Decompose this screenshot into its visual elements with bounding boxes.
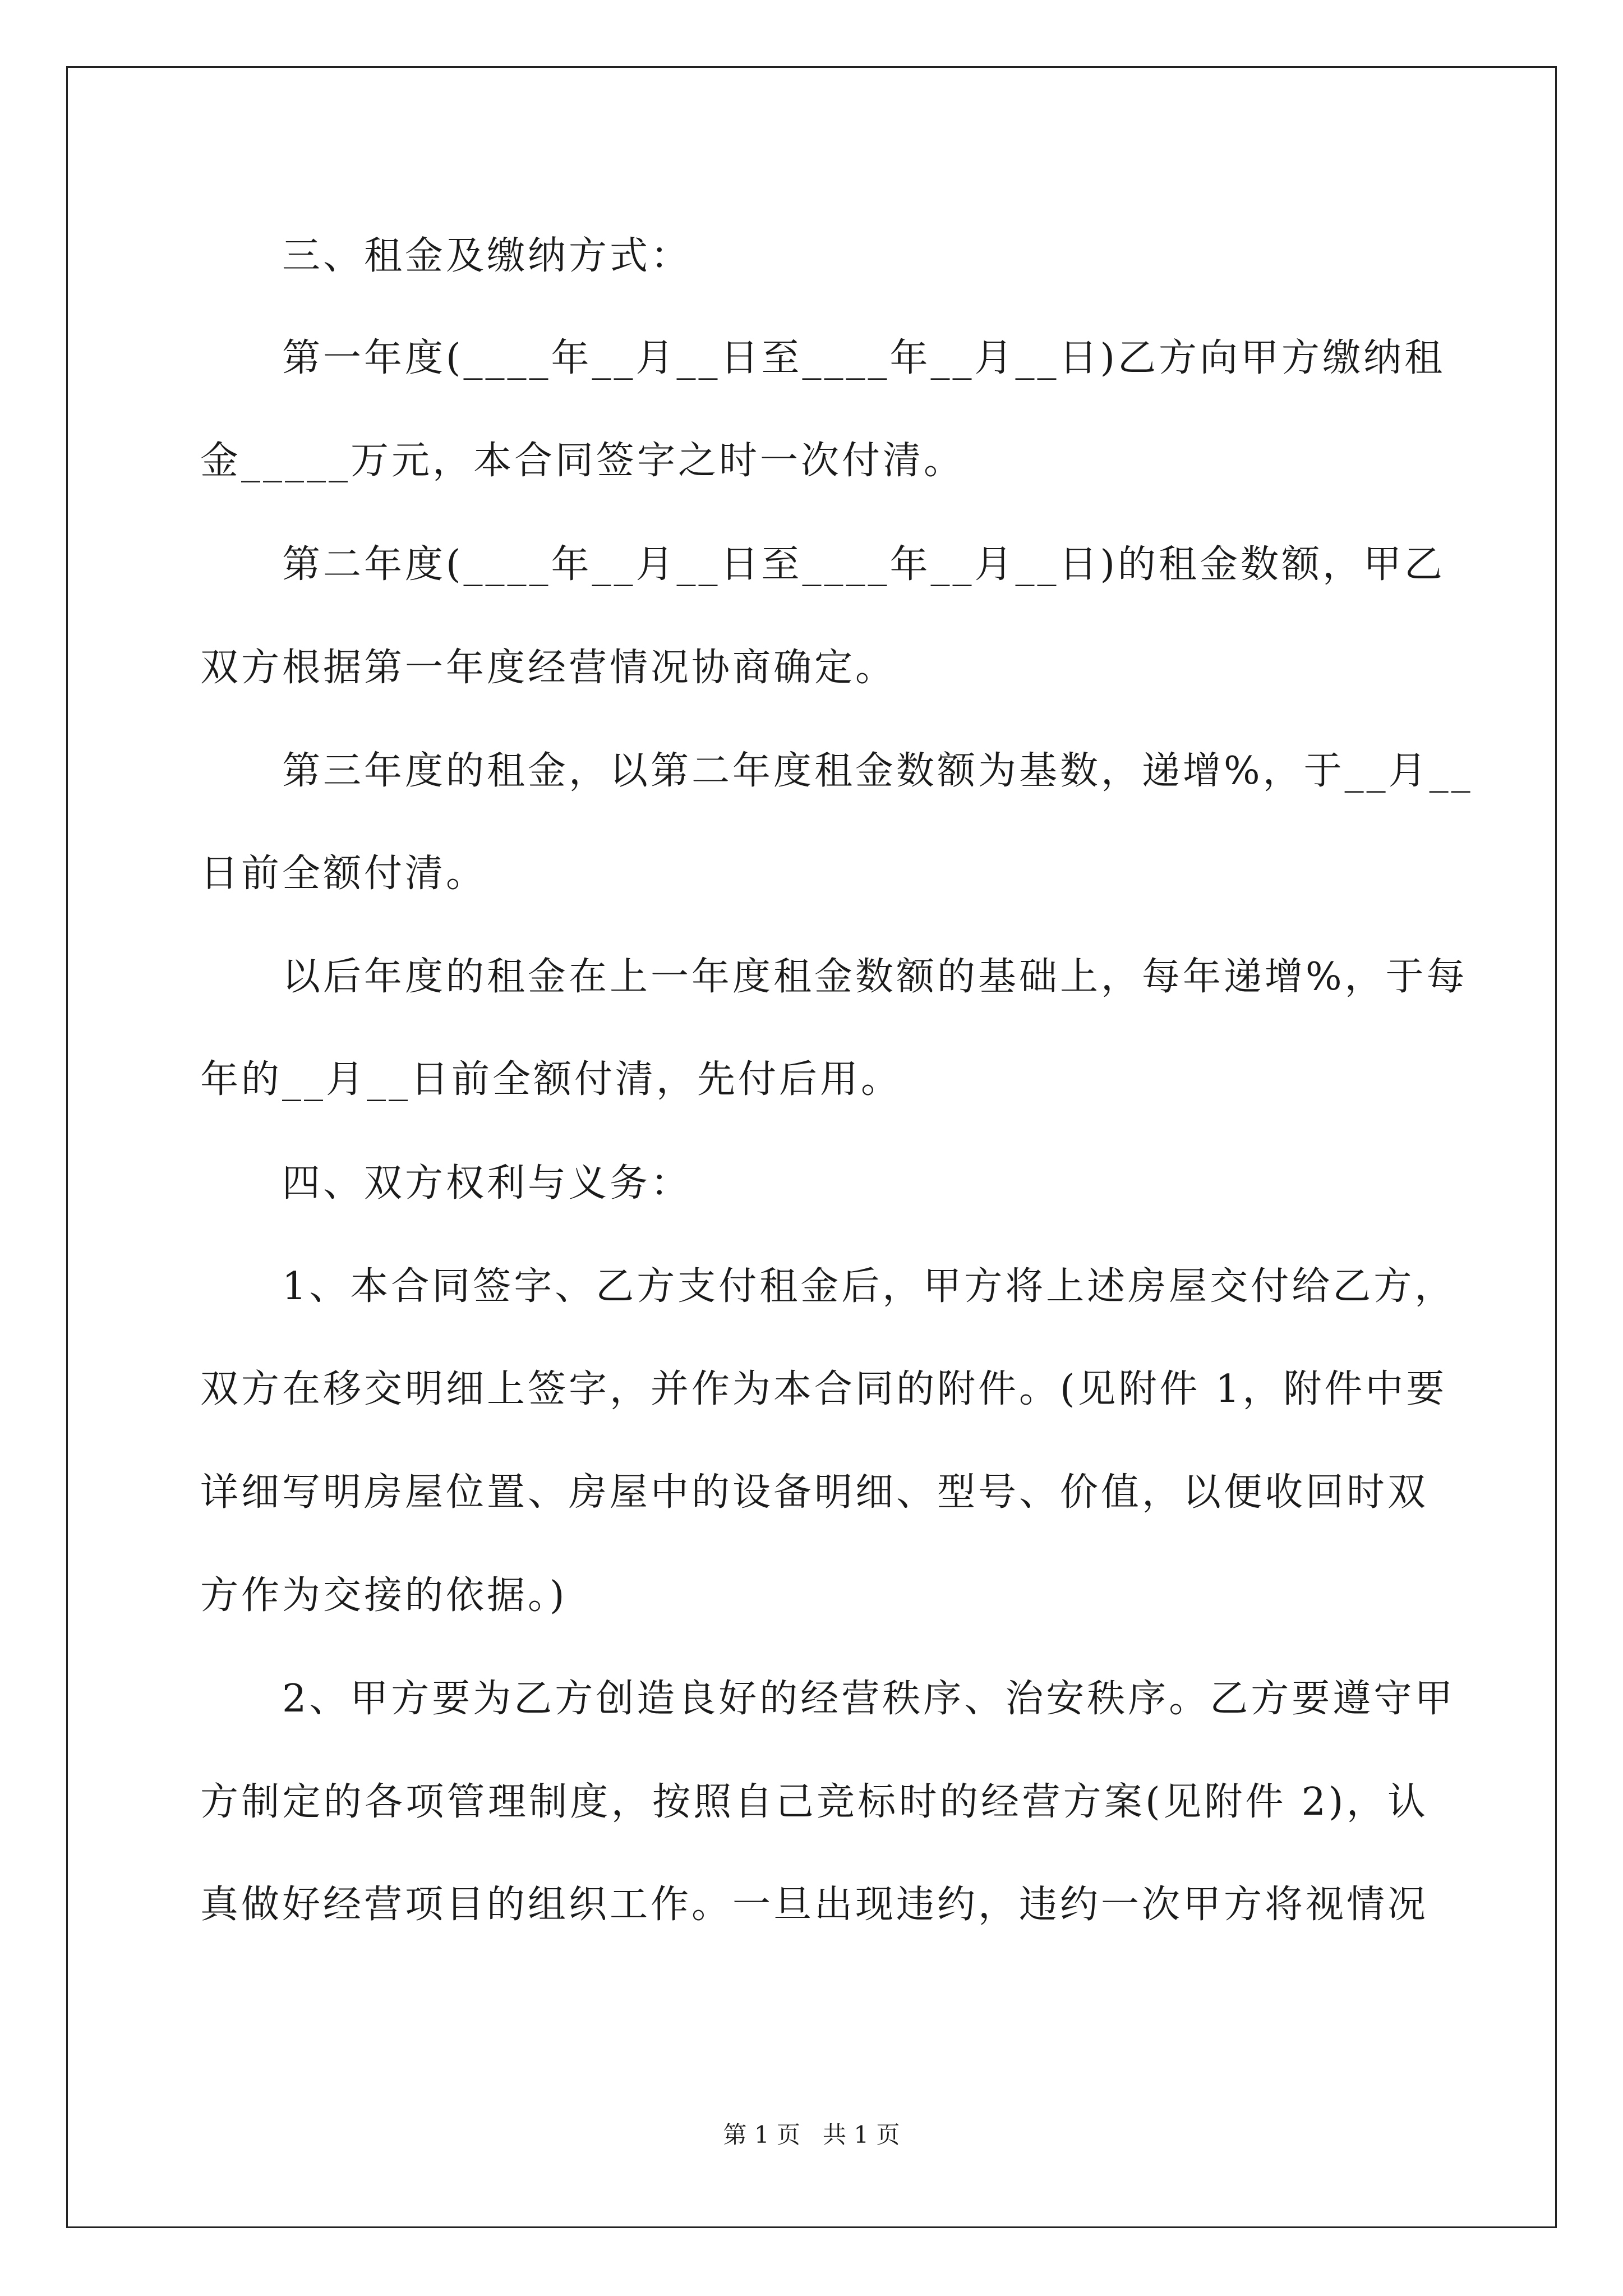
page-number-footer: 第 1 页 共 1 页 <box>723 2121 900 2148</box>
paragraph-line: 方制定的各项管理制度，按照自己竞标时的经营方案(见附件 2)，认 <box>200 1780 1428 1824</box>
paragraph-line: 第三年度的租金，以第二年度租金数额为基数，递增%，于__月__ <box>282 749 1473 793</box>
paragraph-line: 第一年度(____年__月__日至____年__月__日)乙方向甲方缴纳租 <box>282 336 1446 380</box>
paragraph-line: 真做好经营项目的组织工作。一旦出现违约，违约一次甲方将视情况 <box>200 1883 1429 1927</box>
paragraph-line: 年的__月__日前全额付清，先付后用。 <box>200 1057 902 1102</box>
section-heading-rent: 三、租金及缴纳方式： <box>282 234 692 278</box>
paragraph-line: 以后年度的租金在上一年度租金数额的基础上，每年递增%，于每 <box>282 955 1468 999</box>
paragraph-line: 日前全额付清。 <box>200 852 487 896</box>
paragraph-line: 双方根据第一年度经营情况协商确定。 <box>200 646 897 690</box>
paragraph-line: 方作为交接的依据。) <box>200 1573 568 1618</box>
paragraph-line: 2、甲方要为乙方创造良好的经营秩序、治安秩序。乙方要遵守甲 <box>282 1677 1456 1721</box>
paragraph-line: 双方在移交明细上签字，并作为本合同的附件。(见附件 1，附件中要 <box>200 1367 1447 1411</box>
paragraph-line: 第二年度(____年__月__日至____年__月__日)的租金数额，甲乙 <box>282 542 1446 587</box>
paragraph-line: 详细写明房屋位置、房屋中的设备明细、型号、价值，以便收回时双 <box>200 1470 1429 1515</box>
paragraph-line: 金_____万元，本合同签字之时一次付清。 <box>200 439 965 483</box>
section-heading-rights: 四、双方权利与义务： <box>282 1161 692 1205</box>
paragraph-line: 1、本合同签字、乙方支付租金后，甲方将上述房屋交付给乙方， <box>282 1264 1456 1309</box>
